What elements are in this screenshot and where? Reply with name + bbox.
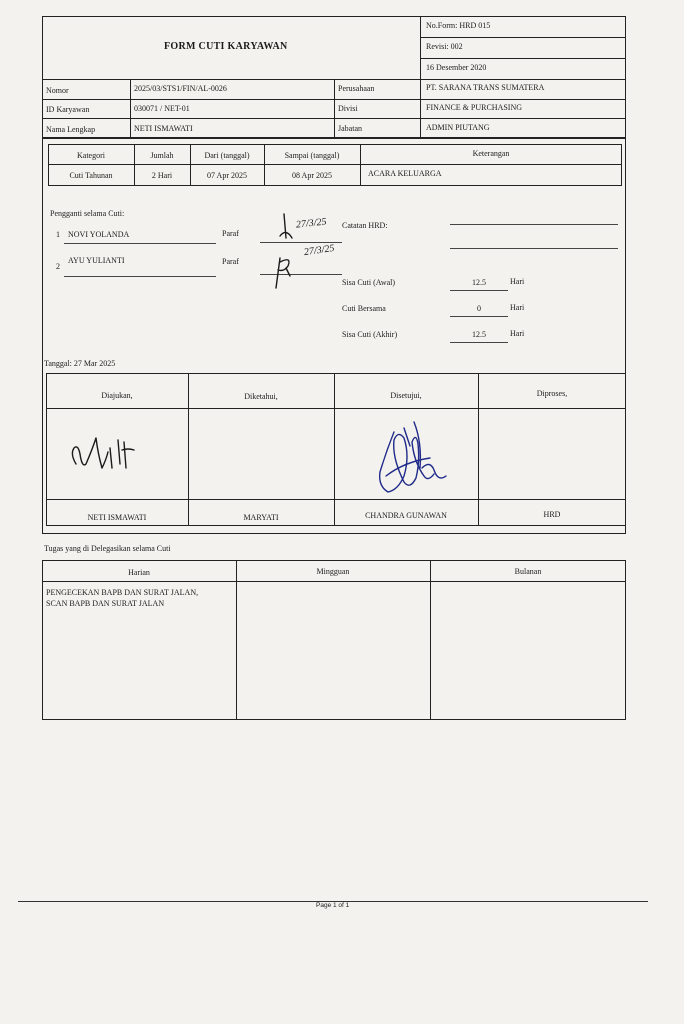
divisi-label: Divisi (338, 104, 358, 113)
approval-name-disetujui: CHANDRA GUNAWAN (365, 511, 447, 520)
col-dari: Dari (tanggal) (204, 151, 250, 160)
divider (130, 79, 131, 138)
delegation-col-mingguan: Mingguan (316, 567, 350, 576)
nomor-label: Nomor (46, 86, 69, 95)
paraf-date-1: 27/3/25 (295, 216, 328, 231)
approval-name-diajukan: NETI ISMAWATI (87, 513, 147, 522)
cuti-bersama-unit: Hari (510, 303, 525, 312)
cell-jumlah: 2 Hari (151, 171, 173, 180)
col-kategori: Kategori (77, 151, 105, 160)
cell-keterangan: ACARA KELUARGA (368, 169, 442, 178)
approval-header-diproses: Diproses, (536, 389, 568, 398)
divider (430, 560, 431, 720)
approval-header-diketahui: Diketahui, (244, 392, 278, 401)
paraf-label-1: Paraf (222, 229, 239, 238)
delegation-table (42, 560, 626, 720)
col-keterangan: Keterangan (472, 149, 510, 158)
revision-date: 16 Desember 2020 (426, 63, 487, 72)
page-number: Page 1 of 1 (316, 902, 350, 909)
catatan-hrd-label: Catatan HRD: (342, 221, 388, 230)
signature-chandra-gunawan (364, 412, 454, 498)
delegation-col-harian: Harian (128, 568, 150, 577)
col-sampai: Sampai (tanggal) (284, 151, 340, 160)
replacement-label: Pengganti selama Cuti: (50, 209, 125, 218)
catatan-line (450, 224, 618, 225)
delegation-label: Tugas yang di Delegasikan selama Cuti (44, 544, 171, 553)
divider (46, 499, 626, 500)
col-jumlah: Jumlah (150, 151, 174, 160)
cell-sampai: 08 Apr 2025 (292, 171, 332, 180)
divider (42, 581, 626, 582)
tanggal: Tanggal: 27 Mar 2025 (44, 359, 116, 368)
underline (450, 316, 508, 317)
underline (64, 243, 216, 244)
jabatan-label: Jabatan (338, 124, 362, 133)
id-value: 030071 / NET-01 (134, 104, 190, 113)
jabatan-value: ADMIN PIUTANG (426, 123, 490, 132)
cuti-bersama-label: Cuti Bersama (342, 304, 386, 313)
signature-neti-ismawati (62, 424, 162, 484)
underline (450, 342, 508, 343)
delegation-col-bulanan: Bulanan (514, 567, 542, 576)
cell-dari: 07 Apr 2025 (207, 171, 247, 180)
catatan-line (450, 248, 618, 249)
replacement-num-1: 1 (56, 230, 60, 239)
replacement-num-2: 2 (56, 262, 60, 271)
sisa-akhir-label: Sisa Cuti (Akhir) (342, 330, 398, 339)
sisa-awal-value: 12.5 (472, 278, 486, 287)
approval-name-diketahui: MARYATI (243, 513, 279, 522)
sisa-awal-label: Sisa Cuti (Awal) (342, 278, 396, 287)
underline (450, 290, 508, 291)
divisi-value: FINANCE & PURCHASING (426, 103, 523, 112)
id-label: ID Karyawan (46, 105, 90, 114)
sisa-akhir-value: 12.5 (472, 330, 486, 339)
divider (420, 58, 626, 59)
delegation-harian-line-2: SCAN BAPB DAN SURAT JALAN (46, 599, 165, 608)
leave-form (38, 14, 630, 726)
approval-header-disetujui: Disetujui, (390, 391, 422, 400)
divider (46, 408, 626, 409)
replacement-name-2: AYU YULIANTI (68, 256, 125, 265)
delegation-harian-line-1: PENGECEKAN BAPB DAN SURAT JALAN, (46, 588, 199, 597)
nama-label: Nama Lengkap (46, 125, 96, 134)
revision: Revisi: 002 (426, 42, 463, 51)
approval-header-diajukan: Diajukan, (101, 391, 133, 400)
approval-name-diproses: HRD (543, 510, 561, 519)
perusahaan-value: PT. SARANA TRANS SUMATERA (426, 83, 545, 92)
paraf-date-2: 27/3/25 (303, 242, 336, 259)
divider (420, 16, 421, 138)
underline (64, 276, 216, 277)
sisa-awal-unit: Hari (510, 277, 525, 286)
sisa-akhir-unit: Hari (510, 329, 525, 338)
nomor-value: 2025/03/STS1/FIN/AL-0026 (134, 84, 227, 93)
perusahaan-label: Perusahaan (338, 84, 375, 93)
cell-kategori: Cuti Tahunan (69, 171, 113, 180)
divider (334, 79, 335, 138)
divider (420, 37, 626, 38)
form-number: No.Form: HRD 015 (426, 21, 491, 30)
form-title: FORM CUTI KARYAWAN (164, 41, 288, 52)
paraf-signature-2 (260, 250, 310, 290)
divider (236, 560, 237, 720)
paraf-label-2: Paraf (222, 257, 239, 266)
nama-value: NETI ISMAWATI (134, 124, 193, 133)
cuti-bersama-value: 0 (477, 304, 481, 313)
replacement-name-1: NOVI YOLANDA (68, 230, 130, 239)
